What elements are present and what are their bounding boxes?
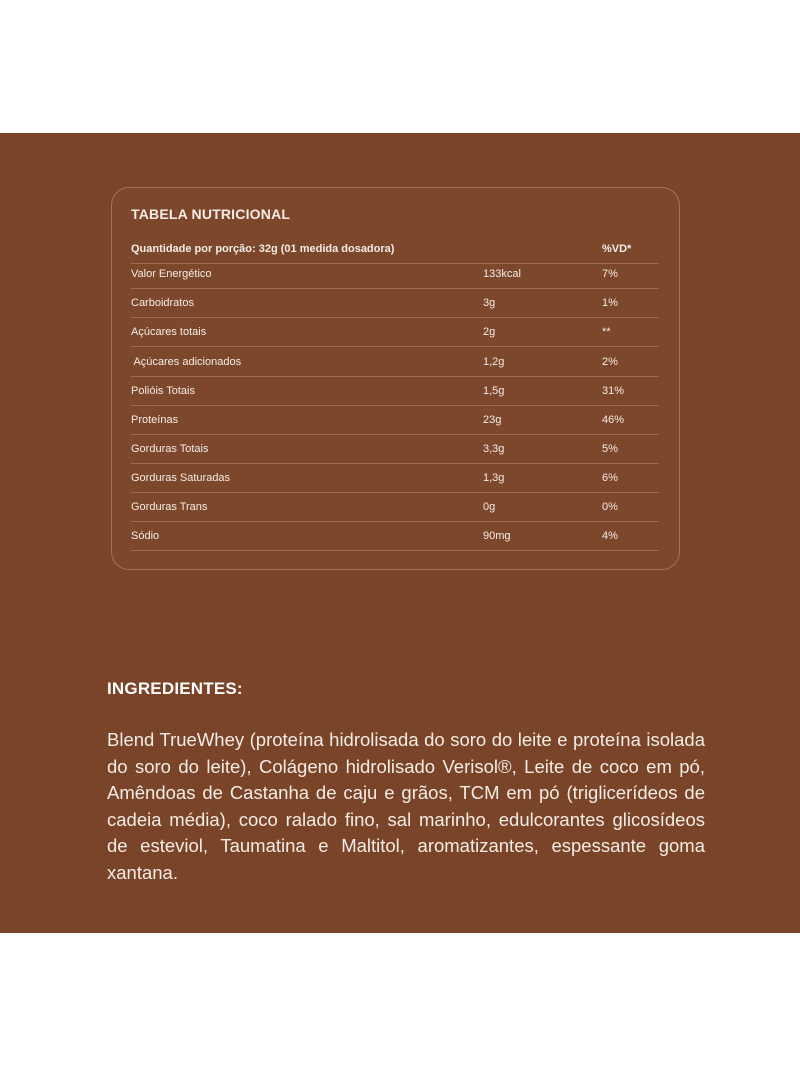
nutrient-name: Valor Energético	[131, 268, 212, 280]
nutrient-daily-value: 5%	[602, 443, 618, 455]
nutrient-quantity: 2g	[483, 326, 496, 338]
nutrient-daily-value: 7%	[602, 268, 618, 280]
nutrient-quantity: 133kcal	[483, 268, 521, 280]
nutrient-name: Proteínas	[131, 414, 179, 426]
nutrient-daily-value: 2%	[602, 356, 618, 368]
nutrition-row	[131, 348, 659, 377]
nutrient-name: Carboidratos	[131, 297, 194, 309]
nutrition-row	[131, 435, 659, 464]
nutrition-row	[131, 377, 659, 406]
nutrition-row	[131, 260, 659, 289]
nutrient-name: Gorduras Saturadas	[131, 472, 231, 484]
nutrient-name: Polióis Totais	[131, 385, 195, 397]
nutrient-daily-value: 0%	[602, 501, 618, 513]
nutrition-row	[131, 318, 659, 347]
product-info-panel	[0, 133, 800, 933]
nutrient-name: Sódio	[131, 530, 160, 542]
nutrition-row	[131, 289, 659, 318]
ingredients-title: INGREDIENTES:	[107, 679, 243, 698]
nutrient-quantity: 23g	[483, 414, 502, 426]
nutrient-quantity: 1,3g	[483, 472, 505, 484]
nutrient-quantity: 3g	[483, 297, 496, 309]
nutrient-daily-value: **	[602, 326, 611, 338]
nutrient-daily-value: 46%	[602, 414, 625, 426]
nutrient-quantity: 0g	[483, 501, 496, 513]
nutrition-row	[131, 493, 659, 522]
nutrition-table-title: TABELA NUTRICIONAL	[131, 206, 291, 222]
nutrition-row	[131, 522, 659, 551]
nutrient-daily-value: 31%	[602, 385, 625, 397]
nutrient-name: Açúcares totais	[131, 326, 207, 338]
nutrition-table	[111, 187, 680, 570]
nutrient-quantity: 3,3g	[483, 443, 505, 455]
nutrition-row	[131, 464, 659, 493]
nutrition-row	[131, 406, 659, 435]
nutrient-daily-value: 6%	[602, 472, 618, 484]
ingredients-text: Blend TrueWhey (proteína hidrolisada do soro do leite e proteína isolada do soro do leite), Colágeno hidrolisado Verisol®, Leite de coco em pó, Amêndoas de Castanha de caju e grãos, TCM em pó (triglicerídeos de cadeia média), coco ralado fino, sal marinho, edulcorantes glicosídeos de esteviol, Taumatina e Maltitol, aromatizantes, espessante goma xantana.	[107, 729, 705, 883]
nutrient-name: Gorduras Totais	[131, 443, 209, 455]
nutrient-daily-value: 1%	[602, 297, 618, 309]
nutrient-quantity: 1,2g	[483, 356, 505, 368]
serving-size-label: Quantidade por porção: 32g (01 medida dosadora)	[131, 243, 395, 255]
nutrient-quantity: 90mg	[483, 530, 511, 542]
nutrient-name: Açúcares adicionados	[131, 356, 242, 368]
nutrient-quantity: 1,5g	[483, 385, 505, 397]
daily-value-label: %VD*	[602, 243, 632, 255]
nutrient-daily-value: 4%	[602, 530, 618, 542]
nutrient-name: Gorduras Trans	[131, 501, 208, 513]
